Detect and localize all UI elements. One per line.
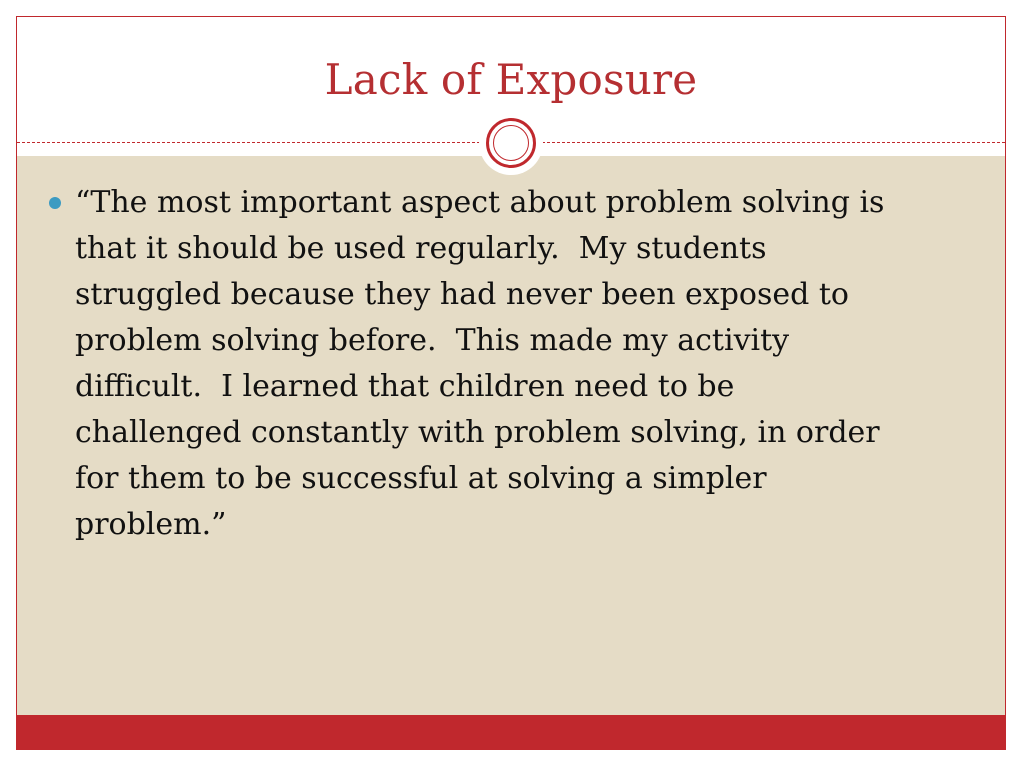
slide-title: Lack of Exposure [324,55,698,104]
bottom-accent-bar [17,715,1005,750]
slide-frame [16,16,1006,750]
ornament-ring [486,118,536,168]
bullet-dot-icon [49,197,61,209]
ornament-inner-ring [493,125,529,161]
bullet-item [47,180,987,548]
bullet-text: “The most important aspect about problem solving is that it should be used regularly. My students struggled because they had never been exposed to problem solving before. This made my activity difficult. I learned that children need to be challenged constantly with problem solving, in order for them to be successful at solving a simpler problem.” [75,185,885,542]
circle-ornament-icon [479,111,543,175]
